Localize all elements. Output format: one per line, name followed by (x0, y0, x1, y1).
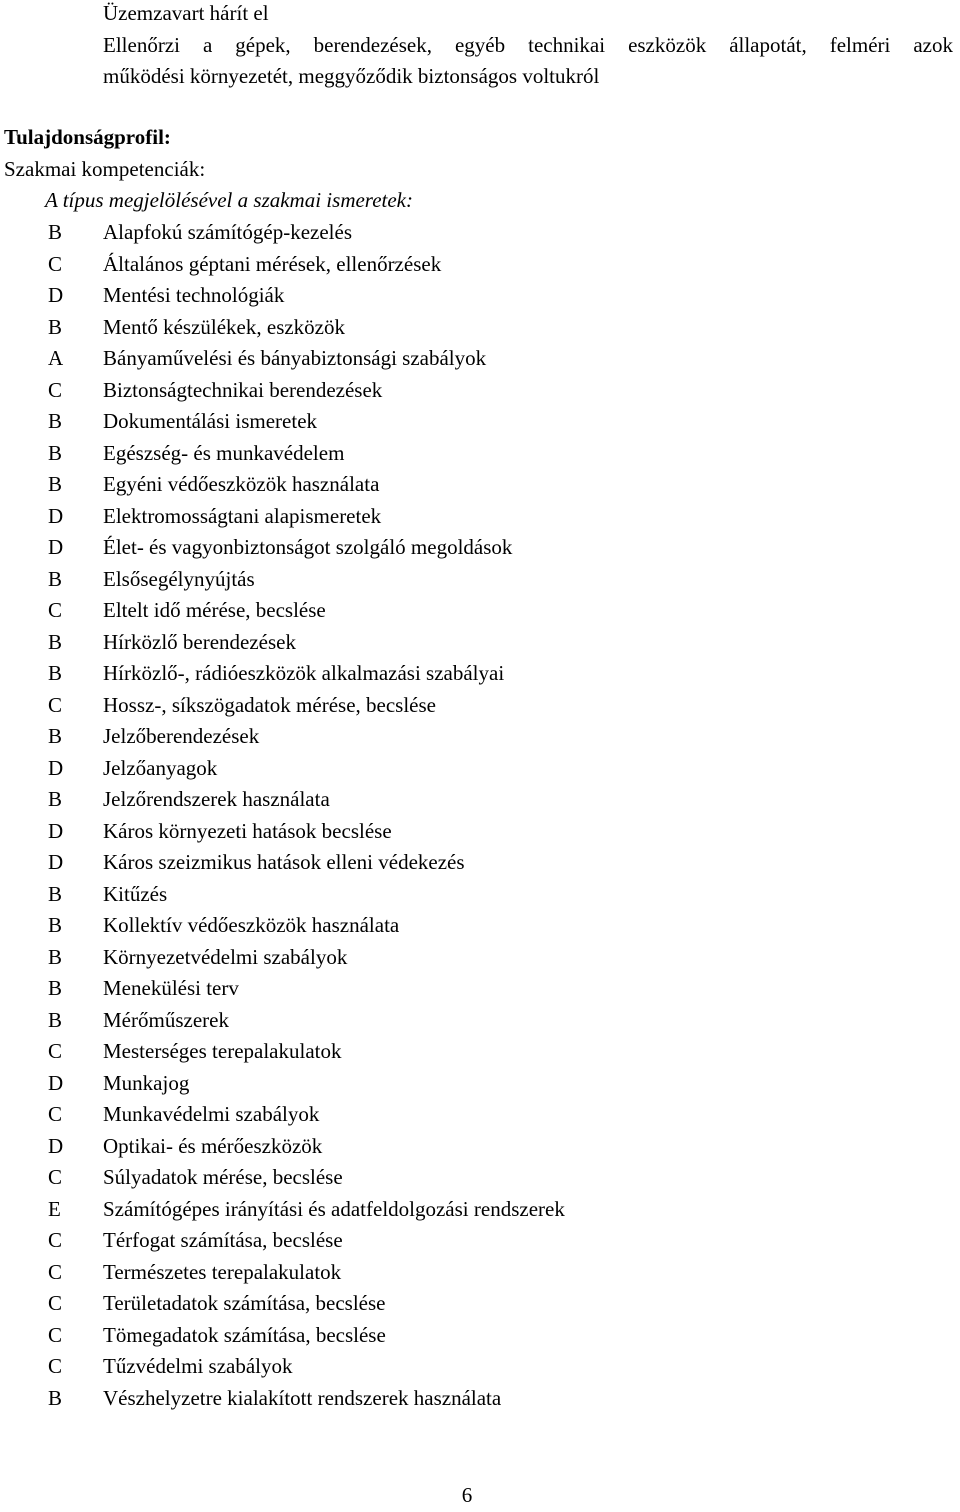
skill-name: Munkavédelmi szabályok (103, 1102, 320, 1126)
skill-name: Mesterséges terepalakulatok (103, 1039, 342, 1063)
skill-type: D (48, 850, 64, 874)
skill-name: Vészhelyzetre kialakított rendszerek használata (103, 1385, 502, 1410)
task-line: működési környezetét, meggyőződik biztonságos voltukról (103, 64, 600, 88)
skill-name: Biztonságtechnikai berendezések (103, 377, 383, 402)
skill-name: Egyéni védőeszközök használata (103, 472, 380, 496)
skill-name: Természetes terepalakulatok (103, 1259, 342, 1284)
skill-name: Elektromosságtani alapismeretek (103, 503, 382, 528)
skill-type: B (48, 944, 63, 969)
skill-name: Hírközlő-, rádióeszközök alkalmazási szabályai (103, 661, 505, 685)
skill-type: D (48, 755, 64, 780)
skill-name: Káros szeizmikus hatások elleni védekezés (103, 850, 465, 874)
skill-name: Térfogat számítása, becslése (103, 1228, 343, 1252)
skill-name: Eltelt idő mérése, becslése (103, 598, 326, 622)
skill-type: B (48, 629, 63, 654)
type-note: A típus megjelölésével a szakmai ismeretek: (45, 188, 413, 212)
skill-type: B (48, 976, 63, 1000)
skill-type: B (48, 1385, 63, 1410)
skill-name: Mentő készülékek, eszközök (103, 314, 346, 339)
skill-name: Dokumentálási ismeretek (103, 409, 318, 433)
task-line: Ellenőrzi a gépek, berendezések, egyéb technikai eszközök állapotát, felméri azok (103, 32, 953, 57)
skill-type: C (48, 1259, 63, 1284)
skill-name: Tűzvédelmi szabályok (103, 1354, 293, 1378)
skill-name: Mérőműszerek (103, 1007, 229, 1032)
skill-type: D (48, 818, 64, 843)
skill-type: D (48, 1070, 64, 1095)
skill-type: B (48, 314, 63, 339)
skill-type: B (48, 787, 63, 811)
profile-title: Tulajdonságprofil: (4, 125, 171, 149)
skill-name: Alapfokú számítógép-kezelés (103, 220, 352, 244)
task-description-block (103, 0, 953, 93)
skill-type: B (48, 724, 63, 748)
skill-type: B (48, 881, 63, 906)
page-number: 6 (461, 1483, 473, 1507)
profile-heading-block (4, 122, 205, 185)
skill-name: Bányaművelési és bányabiztonsági szabályok (103, 346, 487, 370)
skill-name: Kitűzés (103, 881, 168, 906)
skill-name: Hírközlő berendezések (103, 629, 296, 654)
skill-type: C (48, 251, 63, 276)
skill-name: Menekülési terv (103, 976, 239, 1000)
skill-name: Területadatok számítása, becslése (103, 1291, 386, 1315)
task-line: Üzemzavart hárít el (103, 1, 269, 25)
skill-name: Környezetvédelmi szabályok (103, 944, 348, 969)
skill-type: E (48, 1196, 61, 1221)
skill-type: D (48, 535, 64, 559)
skill-name: Élet- és vagyonbiztonságot szolgáló megoldások (103, 535, 513, 559)
section-label: Szakmai kompetenciák: (4, 156, 206, 181)
skill-type: A (48, 346, 64, 370)
skill-type: B (48, 661, 63, 685)
skill-name: Súlyadatok mérése, becslése (103, 1165, 343, 1189)
skill-name: Tömegadatok számítása, becslése (103, 1322, 386, 1347)
skill-name: Jelzőrendszerek használata (103, 787, 330, 811)
skill-type: C (48, 598, 63, 622)
skill-type: C (48, 1039, 63, 1063)
skill-name: Általános géptani mérések, ellenőrzések (103, 251, 442, 276)
skill-type: C (48, 377, 63, 402)
skill-type: C (48, 1354, 63, 1378)
skill-type: B (48, 409, 63, 433)
skill-type: B (48, 566, 63, 591)
skill-name: Kollektív védőeszközök használata (103, 913, 400, 937)
skill-name: Számítógépes irányítási és adatfeldolgozási rendszerek (103, 1196, 565, 1221)
skill-name: Jelzőberendezések (103, 724, 260, 748)
skill-type: B (48, 913, 63, 937)
skill-name: Hossz-, síkszögadatok mérése, becslése (103, 692, 436, 717)
skill-type: D (48, 503, 64, 528)
skill-type: B (48, 472, 63, 496)
skill-name: Egészség- és munkavédelem (103, 440, 345, 465)
skill-name: Elsősegélynyújtás (103, 566, 255, 591)
skill-name: Káros környezeti hatások becslése (103, 818, 392, 843)
skill-type: C (48, 1102, 63, 1126)
skill-type: C (48, 1165, 63, 1189)
skill-name: Jelzőanyagok (103, 755, 218, 780)
skill-type: B (48, 220, 63, 244)
skill-type: C (48, 1291, 63, 1315)
skill-name: Optikai- és mérőeszközök (103, 1133, 323, 1158)
skill-type: D (48, 283, 64, 307)
skill-name: Mentési technológiák (103, 283, 285, 307)
skill-type: B (48, 440, 63, 465)
skill-type: C (48, 1322, 63, 1347)
skill-type: C (48, 692, 63, 717)
skill-type: C (48, 1228, 63, 1252)
skill-type: B (48, 1007, 63, 1032)
skill-name: Munkajog (103, 1070, 190, 1095)
skill-type: D (48, 1133, 64, 1158)
